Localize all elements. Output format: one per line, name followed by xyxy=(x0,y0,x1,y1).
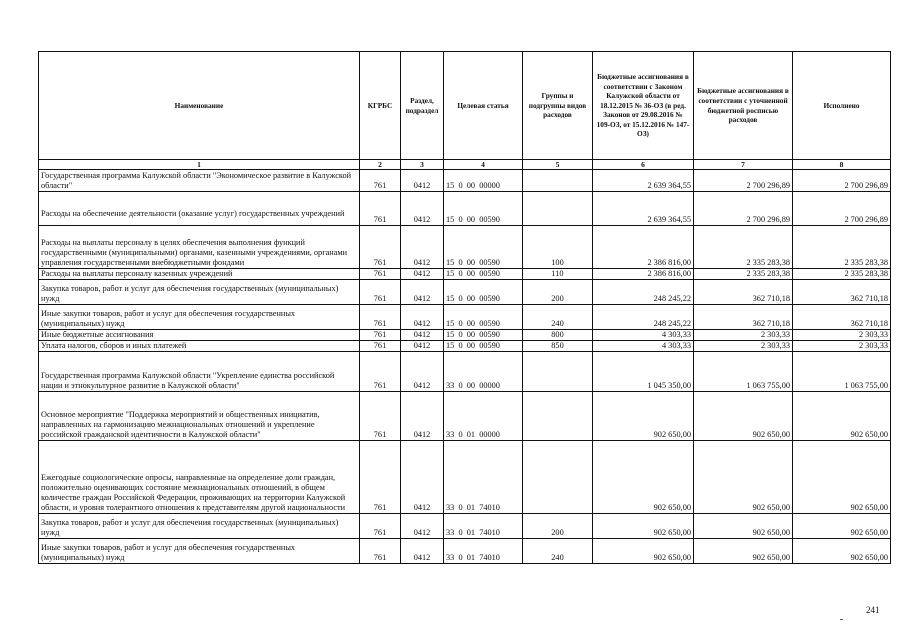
row-law: 248 245,22 xyxy=(593,305,694,330)
row-group xyxy=(523,352,593,392)
row-executed: 2 700 296,89 xyxy=(793,170,891,192)
header-target: Целевая статья xyxy=(444,52,523,160)
row-kgrbs: 761 xyxy=(360,305,401,330)
row-group: 200 xyxy=(523,280,593,305)
table-row xyxy=(39,226,891,269)
row-refined: 362 710,18 xyxy=(694,305,793,330)
row-section: 0412 xyxy=(401,226,444,269)
row-target: 33 0 01 74010 xyxy=(444,514,523,539)
header-law-allocations: Бюджетные ассигнования в соответствии с Законом Калужской области от 18.12.2015 № 36-ОЗ (в ред. Законов от 29.08.2016 № 109-ОЗ, от 15.12.2016 № 147-ОЗ) xyxy=(593,52,694,160)
row-refined: 2 303,33 xyxy=(694,341,793,352)
row-group: 850 xyxy=(523,341,593,352)
row-law: 902 650,00 xyxy=(593,514,694,539)
table-row xyxy=(39,269,891,280)
header-name: Наименование xyxy=(39,52,360,160)
table-row xyxy=(39,192,891,226)
table-row xyxy=(39,280,891,305)
table-row xyxy=(39,341,891,352)
row-section: 0412 xyxy=(401,280,444,305)
row-section: 0412 xyxy=(401,330,444,341)
row-target: 33 0 00 00000 xyxy=(444,352,523,392)
row-refined: 902 650,00 xyxy=(694,539,793,564)
row-section: 0412 xyxy=(401,352,444,392)
row-name: Государственная программа Калужской области "Экономическое развитие в Калужской области" xyxy=(39,170,360,192)
column-number: 2 xyxy=(360,160,401,170)
row-refined: 902 650,00 xyxy=(694,441,793,514)
column-number: 5 xyxy=(523,160,593,170)
row-executed: 2 700 296,89 xyxy=(793,192,891,226)
header-section: Раздел, подраздел xyxy=(401,52,444,160)
row-group xyxy=(523,392,593,441)
header-kgrbs: КГРБС xyxy=(360,52,401,160)
table-header-row xyxy=(39,52,891,160)
row-section: 0412 xyxy=(401,341,444,352)
row-target: 33 0 01 00000 xyxy=(444,392,523,441)
row-law: 902 650,00 xyxy=(593,441,694,514)
row-group xyxy=(523,441,593,514)
row-kgrbs: 761 xyxy=(360,192,401,226)
row-section: 0412 xyxy=(401,441,444,514)
table-row xyxy=(39,170,891,192)
row-law: 248 245,22 xyxy=(593,280,694,305)
row-refined: 2 335 283,38 xyxy=(694,226,793,269)
budget-execution-table xyxy=(38,51,891,564)
row-target: 15 0 00 00590 xyxy=(444,269,523,280)
table-row xyxy=(39,330,891,341)
row-target: 33 0 01 74010 xyxy=(444,539,523,564)
header-executed: Исполнено xyxy=(793,52,891,160)
row-executed: 1 063 755,00 xyxy=(793,352,891,392)
row-name: Закупка товаров, работ и услуг для обеспечения государственных (муниципальных) нужд xyxy=(39,280,360,305)
row-section: 0412 xyxy=(401,305,444,330)
row-executed: 2 303,33 xyxy=(793,330,891,341)
row-law: 2 386 816,00 xyxy=(593,269,694,280)
row-law: 4 303,33 xyxy=(593,330,694,341)
row-executed: 902 650,00 xyxy=(793,392,891,441)
row-group: 800 xyxy=(523,330,593,341)
row-target: 15 0 00 00590 xyxy=(444,305,523,330)
row-executed: 902 650,00 xyxy=(793,441,891,514)
row-name: Основное мероприятие "Поддержка мероприятий и общественных инициатив, направленных на гармонизацию межнациональных отношений и укрепление российской гражданской идентичности в Калужской области" xyxy=(39,392,360,441)
row-executed: 2 335 283,38 xyxy=(793,269,891,280)
row-name: Ежегодные социологические опросы, направленные на определение доли граждан, положительно оценивающих состояние межнациональных отношений, в общем количестве граждан Российской Федерации, проживающих на территории Калужской области, и уровня толерантного отношения к представителям другой национальности xyxy=(39,441,360,514)
row-target: 15 0 00 00590 xyxy=(444,280,523,305)
row-kgrbs: 761 xyxy=(360,330,401,341)
row-name: Закупка товаров, работ и услуг для обеспечения государственных (муниципальных) нужд xyxy=(39,514,360,539)
row-law: 902 650,00 xyxy=(593,539,694,564)
row-name: Иные закупки товаров, работ и услуг для обеспечения государственных (муниципальных) нужд xyxy=(39,305,360,330)
table-row xyxy=(39,514,891,539)
row-group: 240 xyxy=(523,305,593,330)
column-number: 3 xyxy=(401,160,444,170)
scan-artifact xyxy=(840,619,843,620)
row-target: 15 0 00 00590 xyxy=(444,226,523,269)
row-group xyxy=(523,170,593,192)
row-law: 2 639 364,55 xyxy=(593,192,694,226)
row-name: Иные бюджетные ассигнования xyxy=(39,330,360,341)
row-law: 1 045 350,00 xyxy=(593,352,694,392)
header-refined-allocations: Бюджетные ассигнования в соответствии с уточненной бюджетной росписью расходов xyxy=(694,52,793,160)
table-row xyxy=(39,305,891,330)
row-kgrbs: 761 xyxy=(360,441,401,514)
row-kgrbs: 761 xyxy=(360,269,401,280)
row-executed: 362 710,18 xyxy=(793,280,891,305)
row-name: Расходы на выплаты персоналу в целях обеспечения выполнения функций государственными (муниципальными) органами, казенными учреждениями, органами управления государственными внебюджетными фондами xyxy=(39,226,360,269)
row-kgrbs: 761 xyxy=(360,514,401,539)
row-target: 15 0 00 00000 xyxy=(444,170,523,192)
table-row xyxy=(39,539,891,564)
table-row xyxy=(39,392,891,441)
row-name: Государственная программа Калужской области "Укрепление единства российской нации и этнокультурное развитие в Калужской области" xyxy=(39,352,360,392)
row-section: 0412 xyxy=(401,514,444,539)
column-number-row xyxy=(39,160,891,170)
row-refined: 362 710,18 xyxy=(694,280,793,305)
row-group: 200 xyxy=(523,514,593,539)
row-name: Расходы на обеспечение деятельности (оказание услуг) государственных учреждений xyxy=(39,192,360,226)
row-kgrbs: 761 xyxy=(360,539,401,564)
row-name: Расходы на выплаты персоналу казенных учреждений xyxy=(39,269,360,280)
column-number: 6 xyxy=(593,160,694,170)
row-section: 0412 xyxy=(401,392,444,441)
row-law: 2 386 816,00 xyxy=(593,226,694,269)
column-number: 7 xyxy=(694,160,793,170)
row-refined: 902 650,00 xyxy=(694,514,793,539)
page-number: 241 xyxy=(866,605,880,615)
row-executed: 362 710,18 xyxy=(793,305,891,330)
row-target: 33 0 01 74010 xyxy=(444,441,523,514)
row-refined: 902 650,00 xyxy=(694,392,793,441)
row-section: 0412 xyxy=(401,170,444,192)
row-section: 0412 xyxy=(401,269,444,280)
row-kgrbs: 761 xyxy=(360,352,401,392)
row-law: 4 303,33 xyxy=(593,341,694,352)
row-name: Иные закупки товаров, работ и услуг для обеспечения государственных (муниципальных) нужд xyxy=(39,539,360,564)
table-row xyxy=(39,352,891,392)
row-executed: 902 650,00 xyxy=(793,539,891,564)
column-number: 4 xyxy=(444,160,523,170)
table-row xyxy=(39,441,891,514)
row-target: 15 0 00 00590 xyxy=(444,330,523,341)
row-group: 240 xyxy=(523,539,593,564)
row-kgrbs: 761 xyxy=(360,170,401,192)
column-number: 8 xyxy=(793,160,891,170)
row-executed: 902 650,00 xyxy=(793,514,891,539)
row-executed: 2 335 283,38 xyxy=(793,226,891,269)
header-groups: Группы и подгруппы видов расходов xyxy=(523,52,593,160)
row-kgrbs: 761 xyxy=(360,226,401,269)
row-name: Уплата налогов, сборов и иных платежей xyxy=(39,341,360,352)
row-refined: 2 335 283,38 xyxy=(694,269,793,280)
row-executed: 2 303,33 xyxy=(793,341,891,352)
row-refined: 1 063 755,00 xyxy=(694,352,793,392)
row-kgrbs: 761 xyxy=(360,280,401,305)
column-number: 1 xyxy=(39,160,360,170)
row-refined: 2 303,33 xyxy=(694,330,793,341)
row-refined: 2 700 296,89 xyxy=(694,170,793,192)
row-refined: 2 700 296,89 xyxy=(694,192,793,226)
row-group: 100 xyxy=(523,226,593,269)
row-section: 0412 xyxy=(401,192,444,226)
row-target: 15 0 00 00590 xyxy=(444,192,523,226)
row-kgrbs: 761 xyxy=(360,341,401,352)
row-target: 15 0 00 00590 xyxy=(444,341,523,352)
row-group: 110 xyxy=(523,269,593,280)
row-section: 0412 xyxy=(401,539,444,564)
row-law: 2 639 364,55 xyxy=(593,170,694,192)
row-law: 902 650,00 xyxy=(593,392,694,441)
row-group xyxy=(523,192,593,226)
row-kgrbs: 761 xyxy=(360,392,401,441)
